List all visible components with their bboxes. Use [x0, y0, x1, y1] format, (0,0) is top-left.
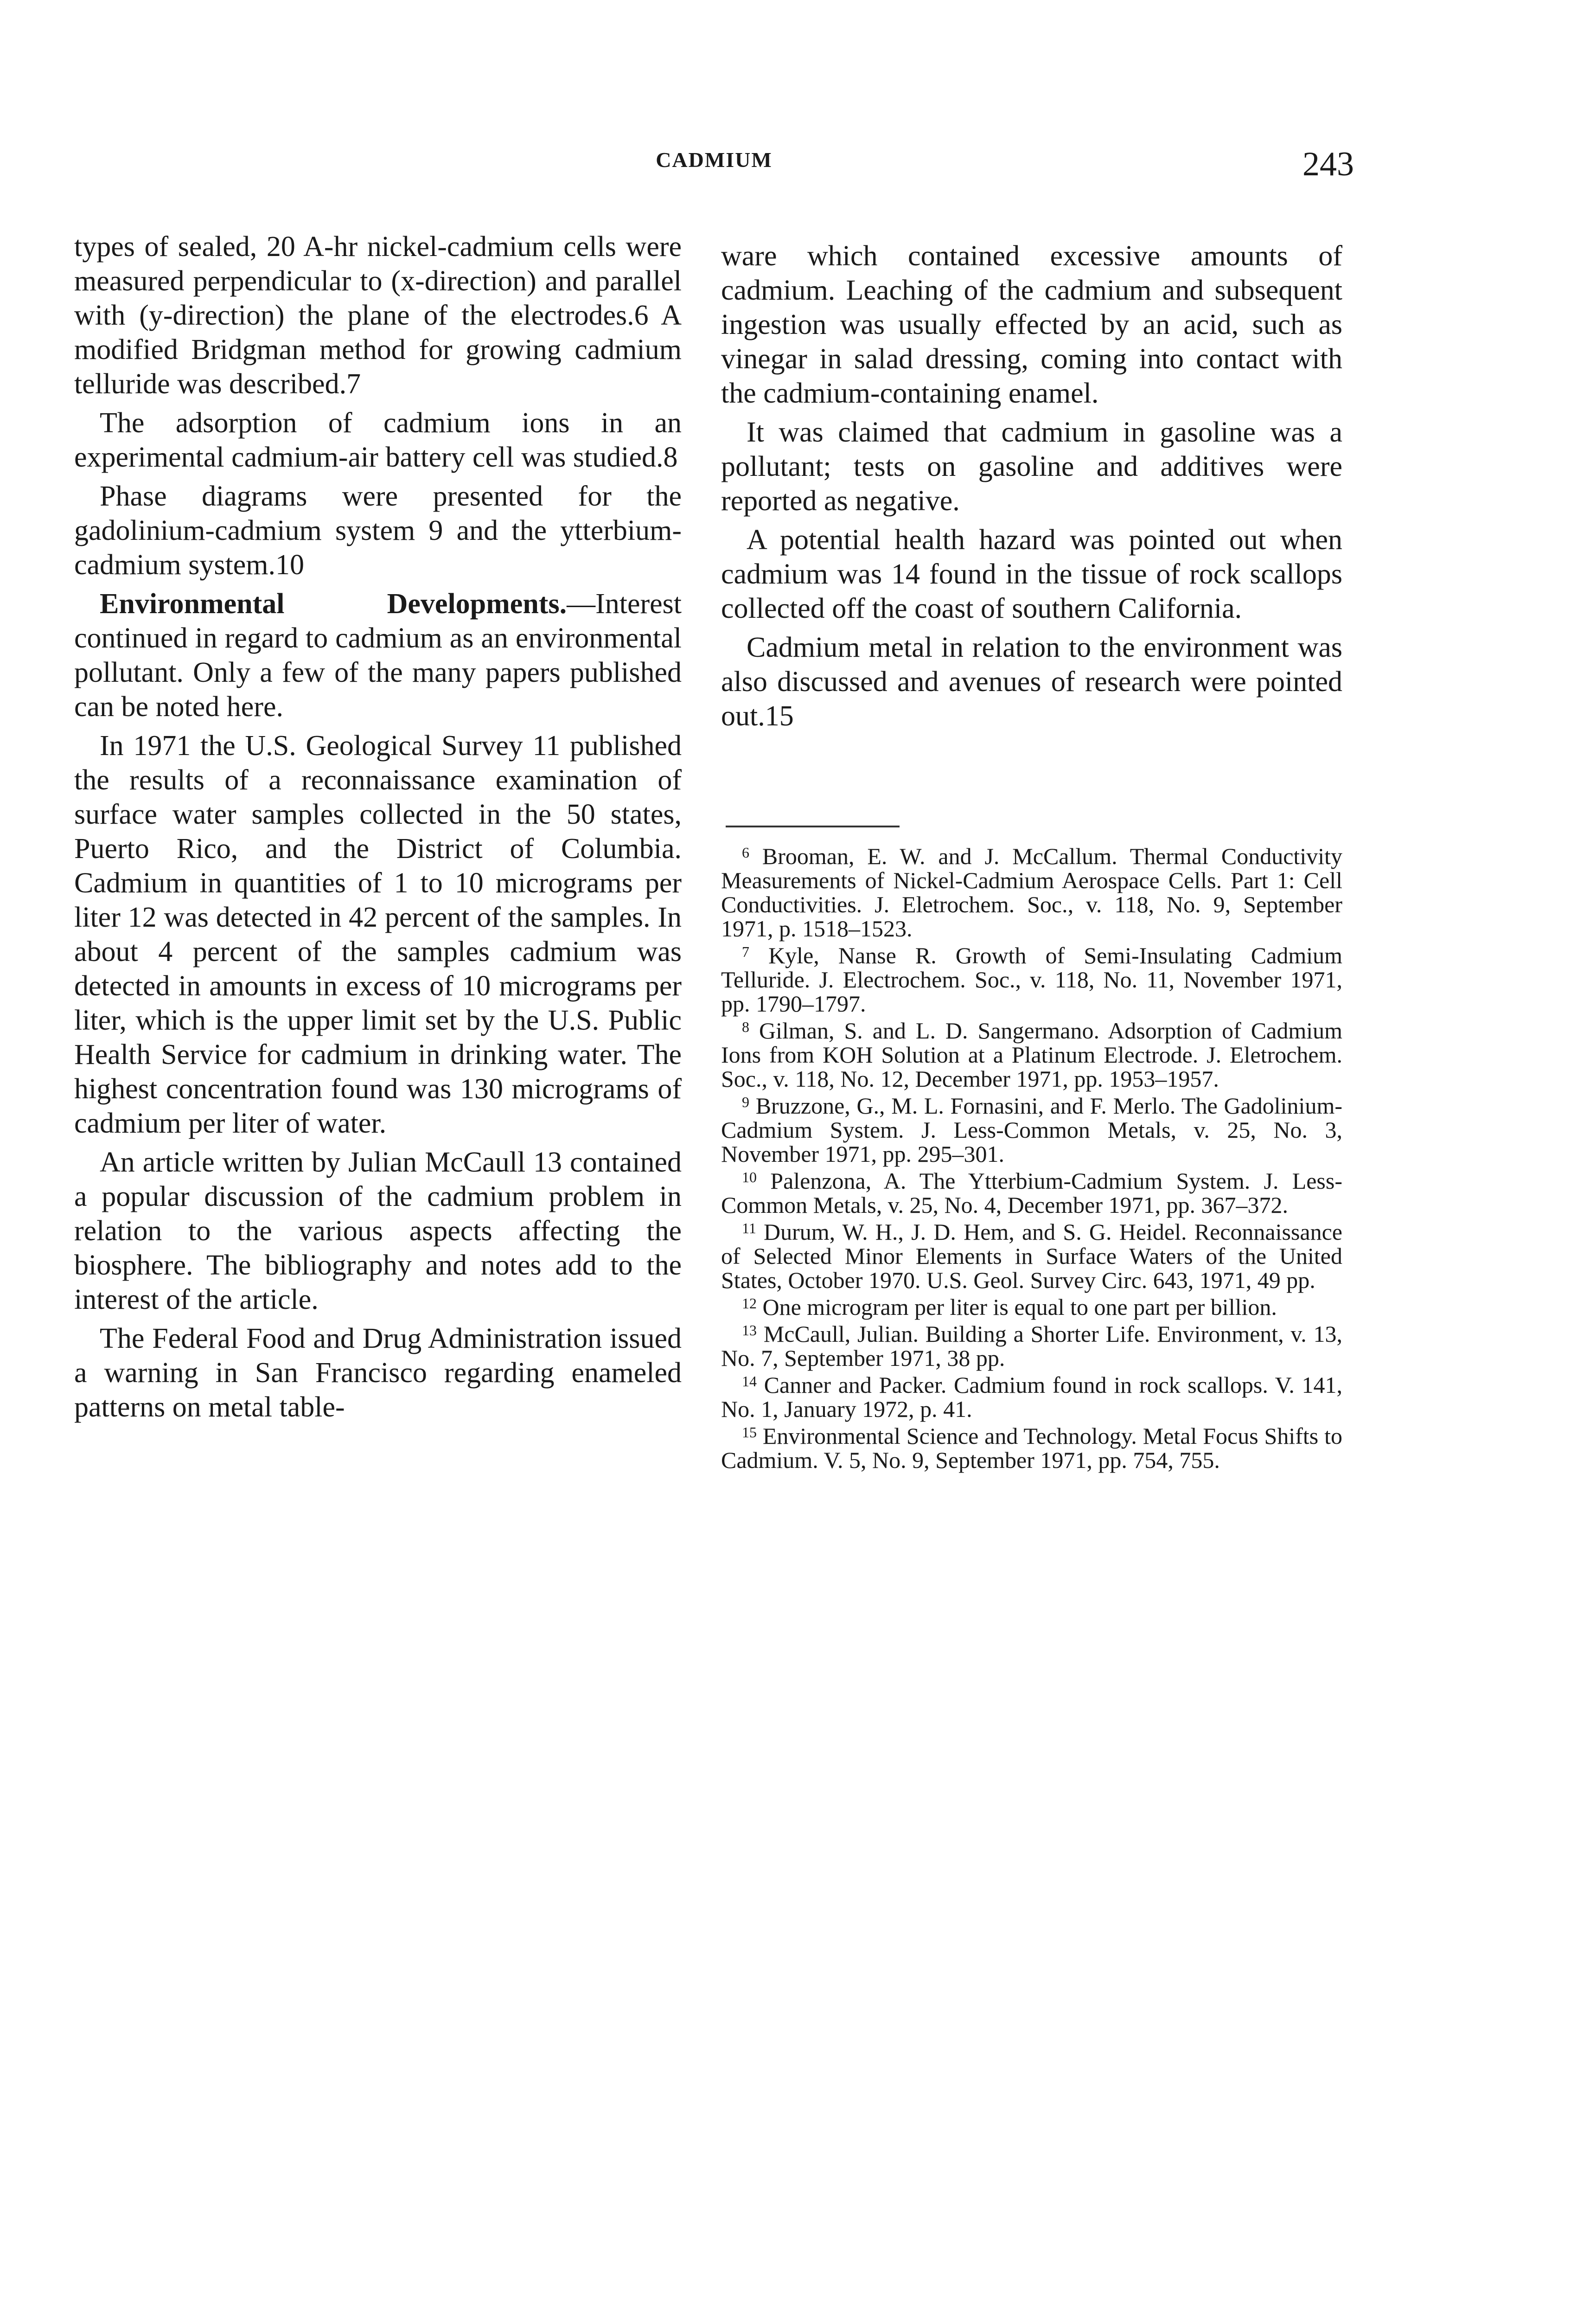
page-number: 243 [1302, 145, 1354, 183]
footnote-number: 9 [742, 1094, 749, 1110]
footnote-text: Kyle, Nanse R. Growth of Semi-Insulating Cadmium Telluride. J. Electrochem. Soc., v. 118, No. 11, November 1971, pp. 1790–1797. [721, 942, 1343, 1017]
footnote-text: Canner and Packer. Cadmium found in rock scallops. V. 141, No. 1, January 1972, p. 41. [721, 1372, 1342, 1422]
footnote-text: One microgram per liter is equal to one part per billion. [762, 1294, 1277, 1320]
paragraph: The adsorption of cadmium ions in an experimental cadmium-air battery cell was studied.8 [74, 407, 682, 473]
footnote-text: Durum, W. H., J. D. Hem, and S. G. Heidel. Reconnaissance of Selected Minor Elements in Surface Waters of the United States, October 1970. U.S. Geol. Survey Circ. 643, 1971, 49 pp. [721, 1219, 1343, 1293]
footnote-number: 14 [742, 1373, 757, 1390]
footnotes [721, 844, 1342, 1475]
footnote-number: 10 [742, 1169, 757, 1185]
right-column [721, 239, 1342, 738]
footnote-text: Brooman, E. W. and J. McCallum. Thermal Conductivity Measurements of Nickel-Cadmium Aerospace Cells. Part 1: Cell Conductivities. J. Eletrochem. Soc., v. 118, No. 9, September 1971, p. 1518–1523. [721, 843, 1342, 942]
footnote-number: 11 [742, 1220, 756, 1236]
footnote-number: 6 [742, 844, 749, 861]
footnote [721, 1169, 1342, 1217]
footnote-text: Environmental Science and Technology. Metal Focus Shifts to Cadmium. V. 5, No. 9, September 1971, pp. 754, 755. [721, 1423, 1343, 1473]
footnote-number: 13 [742, 1322, 757, 1339]
section-paragraph [74, 587, 682, 724]
running-head: CADMIUM [656, 148, 772, 172]
paragraph: A potential health hazard was pointed out when cadmium was 14 found in the tissue of rock scallops collected off the coast of southern California. [721, 524, 1342, 624]
footnote [721, 1424, 1342, 1472]
footnote-text: McCaull, Julian. Building a Shorter Life. Environment, v. 13, No. 7, September 1971, 38 pp. [721, 1321, 1342, 1371]
footnote-text: Gilman, S. and L. D. Sangermano. Adsorption of Cadmium Ions from KOH Solution at a Platinum Electrode. J. Eletrochem. Soc., v. 118, No. 12, December 1971, pp. 1953–1957. [721, 1018, 1342, 1092]
paragraph: In 1971 the U.S. Geological Survey 11 published the results of a reconnaissance examination of surface water samples collected in the 50 states, Puerto Rico, and the District of Columbia. Cadmium in quantities of 1 to 10 micrograms per liter 12 was detected in 42 percent of the samples. In about 4 percent of the samples cadmium was detected in amounts in excess of 10 micrograms per liter, which is the upper limit set by the U.S. Public Health Service for cadmium in drinking water. The highest concentration found was 130 micrograms of cadmium per liter of water. [74, 730, 682, 1139]
paragraph: types of sealed, 20 A-hr nickel-cadmium cells were measured perpendicular to (x-direction) and parallel with (y-direction) the plane of the electrodes.6 A modified Bridgman method for growing cadmium telluride was described.7 [74, 231, 682, 400]
footnote [721, 1373, 1342, 1421]
paragraph: Cadmium metal in relation to the environment was also discussed and avenues of research were pointed out.15 [721, 632, 1342, 732]
footnote-text: Palenzona, A. The Ytterbium-Cadmium System. J. Less-Common Metals, v. 25, No. 4, December 1971, pp. 367–372. [721, 1168, 1342, 1218]
footnote-number: 7 [742, 943, 749, 960]
paragraph: It was claimed that cadmium in gasoline was a pollutant; tests on gasoline and additives were reported as negative. [721, 416, 1342, 517]
paragraph: ware which contained excessive amounts of cadmium. Leaching of the cadmium and subsequent ingestion was usually effected by an acid, such as vinegar in salad dressing, coming into contact with the cadmium-containing enamel. [721, 240, 1342, 409]
section-text: —Interest continued in regard to cadmium as an environmental pollutant. Only a few of the many papers published can be noted here. [74, 588, 682, 723]
footnote-divider [726, 826, 900, 827]
footnote [721, 1295, 1342, 1319]
paragraph: The Federal Food and Drug Administration issued a warning in San Francisco regarding enameled patterns on metal table- [74, 1323, 682, 1423]
footnote-text: Bruzzone, G., M. L. Fornasini, and F. Merlo. The Gadolinium-Cadmium System. J. Less-Common Metals, v. 25, No. 3, November 1971, pp. 295–301. [721, 1093, 1342, 1167]
footnote [721, 844, 1342, 941]
left-column [74, 230, 682, 1429]
footnote [721, 1019, 1342, 1091]
footnote [721, 943, 1342, 1016]
paragraph: An article written by Julian McCaull 13 contained a popular discussion of the cadmium problem in relation to the various aspects affecting the biosphere. The bibliography and notes add to the interest of the article. [74, 1147, 682, 1315]
footnote-number: 8 [742, 1019, 749, 1035]
footnote [721, 1220, 1342, 1292]
footnote [721, 1322, 1342, 1370]
section-heading: Environmental Developments. [100, 588, 567, 620]
paragraph: Phase diagrams were presented for the gadolinium-cadmium system 9 and the ytterbium-cadmium system.10 [74, 480, 682, 581]
footnote-number: 15 [742, 1424, 757, 1441]
footnote-number: 12 [742, 1295, 757, 1312]
footnote [721, 1094, 1342, 1166]
